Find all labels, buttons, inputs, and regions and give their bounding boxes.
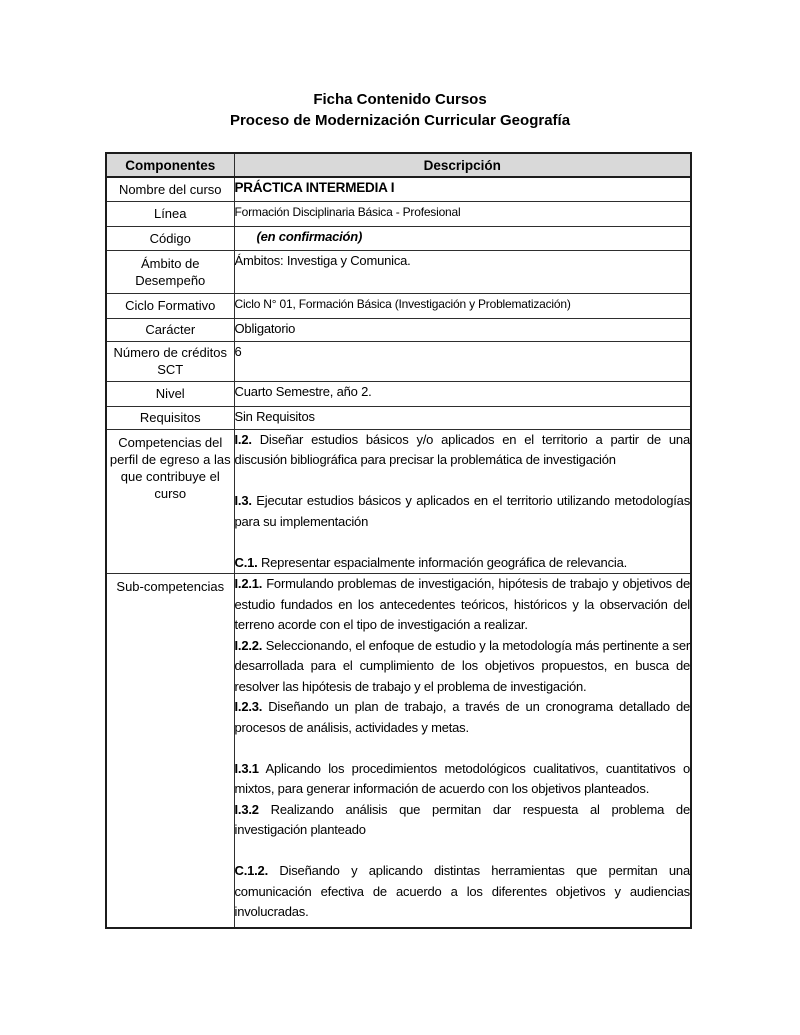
table-row [106, 226, 691, 250]
row-label: Requisitos [106, 406, 234, 429]
row-label: Ámbito de Desempeño [106, 250, 234, 293]
table-row [106, 381, 691, 406]
paragraph: Sin Requisitos [234, 408, 315, 424]
row-value [234, 201, 691, 226]
paragraph: PRÁCTICA INTERMEDIA I [234, 180, 395, 195]
paragraph-code: C.1.2. [234, 863, 268, 878]
paragraph: I.2. Diseñar estudios básicos y/o aplicados en el territorio a partir de una discusión bibliográfica para precisar la problemática de investigación [234, 431, 690, 467]
paragraph: 6 [234, 343, 242, 359]
table-row [106, 318, 691, 341]
row-value [234, 574, 691, 928]
paragraph: I.3. Ejecutar estudios básicos y aplicados en el territorio utilizando metodologías para su implementación [234, 493, 690, 529]
row-value [234, 381, 691, 406]
row-value [234, 250, 691, 293]
table-row [106, 201, 691, 226]
table-row [106, 574, 691, 928]
table-row [106, 250, 691, 293]
row-label: Ciclo Formativo [106, 293, 234, 318]
row-value [234, 429, 691, 574]
paragraph: I.2.2. Seleccionando, el enfoque de estudio y la metodología más pertinente a ser desarrollada para el cumplimiento de los objetivos propuestos, en busca de resolver las hipótesis de trabajo y el problema de investigación. [234, 637, 690, 694]
table-header-row [106, 153, 691, 177]
table-row [106, 429, 691, 574]
row-value [234, 226, 691, 250]
paragraph-code: I.3. [234, 493, 252, 508]
row-value [234, 318, 691, 341]
paragraph: Ciclo N° 01, Formación Básica (Investigación y Problematización) [234, 296, 571, 311]
table-body [106, 177, 691, 928]
row-label: Número de créditos SCT [106, 341, 234, 381]
row-label: Línea [106, 201, 234, 226]
row-label: Sub-competencias [106, 574, 234, 928]
table-row [106, 341, 691, 381]
paragraph: C.1. Representar espacialmente información geográfica de relevancia. [234, 554, 628, 570]
blank-line [235, 738, 691, 759]
row-label: Carácter [106, 318, 234, 341]
paragraph: Obligatorio [234, 320, 296, 336]
blank-line [235, 532, 691, 553]
paragraph-code: C.1. [234, 554, 258, 570]
row-value [234, 177, 691, 201]
paragraph: Formación Disciplinaria Básica - Profesional [234, 204, 461, 219]
title-line-1: Ficha Contenido Cursos [313, 91, 487, 108]
table-row [106, 406, 691, 429]
paragraph: (en confirmación) [256, 228, 363, 244]
row-value [234, 341, 691, 381]
row-value [234, 293, 691, 318]
title-line-2: Proceso de Modernización Curricular Geografía [229, 112, 571, 129]
row-label: Nombre del curso [106, 177, 234, 201]
paragraph: I.2.1. Formulando problemas de investigación, hipótesis de trabajo y objetivos de estudio fundados en los antecedentes teóricos, históricos y la observación del terreno acorde con el tipo de investigación a realizar. [234, 576, 690, 632]
paragraph: Cuarto Semestre, año 2. [234, 383, 372, 399]
paragraph: Ámbitos: Investiga y Comunica. [234, 252, 411, 268]
document-title [0, 89, 800, 131]
paragraph: I.3.2 Realizando análisis que permitan dar respuesta al problema de investigación planteado [234, 801, 690, 837]
paragraph-code: I.2.3. [234, 699, 263, 714]
row-label: Competencias del perfil de egreso a las que contribuye el curso [106, 429, 234, 574]
paragraph: I.3.1 Aplicando los procedimientos metodológicos cualitativos, cuantitativos o mixtos, para generar información de acuerdo con los objetivos planteados. [234, 760, 690, 796]
course-info-table [105, 152, 692, 929]
paragraph-code: I.3.1 [234, 760, 259, 776]
table-row [106, 293, 691, 318]
blank-line [235, 841, 691, 862]
paragraph-code: I.2.2. [234, 637, 263, 653]
blank-line [235, 471, 691, 492]
header-componentes: Componentes [106, 153, 234, 177]
table-row [106, 177, 691, 201]
header-descripcion: Descripción [234, 153, 691, 177]
paragraph: C.1.2. Diseñando y aplicando distintas herramientas que permitan una comunicación efectiva de acuerdo a los diferentes objetivos y audiencias involucradas. [234, 863, 690, 919]
row-label: Nivel [106, 381, 234, 406]
row-value [234, 406, 691, 429]
row-label: Código [106, 226, 234, 250]
paragraph-code: I.3.2 [234, 801, 259, 817]
paragraph-code: I.2. [234, 431, 252, 447]
paragraph-code: I.2.1. [234, 576, 263, 591]
paragraph: I.2.3. Diseñando un plan de trabajo, a través de un cronograma detallado de procesos de análisis, actividades y metas. [234, 699, 690, 735]
